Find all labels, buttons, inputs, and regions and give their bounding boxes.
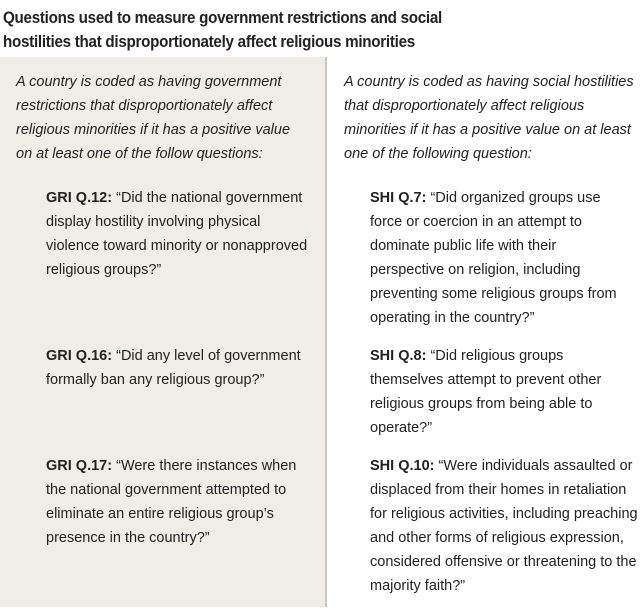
left-intro: A country is coded as having government restrictions that disproportionately affect religious minorities if it has a positive value on at least one of the follow questions: (16, 74, 291, 162)
page-title: Questions used to measure government restrictions and social hostilities that disproportionately affect religious minorities (3, 9, 442, 51)
gri-q12 (46, 186, 311, 282)
gri-q17 (46, 454, 311, 550)
question-label: SHI Q.10: (370, 458, 435, 474)
question-text: “Did any level of government formally ban any religious group?” (46, 348, 301, 388)
shi-q7 (370, 186, 632, 330)
question-text: “Did religious groups themselves attempt to prevent other religious groups from being able to operate?” (370, 348, 602, 436)
right-intro: A country is coded as having social hostilities that disproportionately affect religious minorities if it has a positive value on at least one of the following question: (344, 74, 634, 162)
shi-q10 (370, 454, 638, 598)
question-text: “Were individuals assaulted or displaced from their homes in retaliation for religious activities, including preaching and other forms of religious expression, considered offensive or threatening to the majority faith?” (370, 458, 638, 594)
gri-q16 (46, 344, 311, 392)
question-text: “Were there instances when the national government attempted to eliminate an entire religious group’s presence in the country?” (46, 458, 297, 546)
question-text: “Did organized groups use force or coercion in an attempt to dominate public life with their perspective on religion, including preventing some religious groups from operating in the country?” (370, 190, 617, 326)
question-label: SHI Q.8: (370, 348, 427, 364)
question-text: “Did the national government display hostility involving physical violence toward minority or nonapproved religious groups?” (46, 190, 308, 278)
question-label: GRI Q.17: (46, 458, 113, 474)
question-label: SHI Q.7: (370, 190, 427, 206)
question-label: GRI Q.12: (46, 190, 113, 206)
question-label: GRI Q.16: (46, 348, 113, 364)
shi-q8 (370, 344, 610, 440)
